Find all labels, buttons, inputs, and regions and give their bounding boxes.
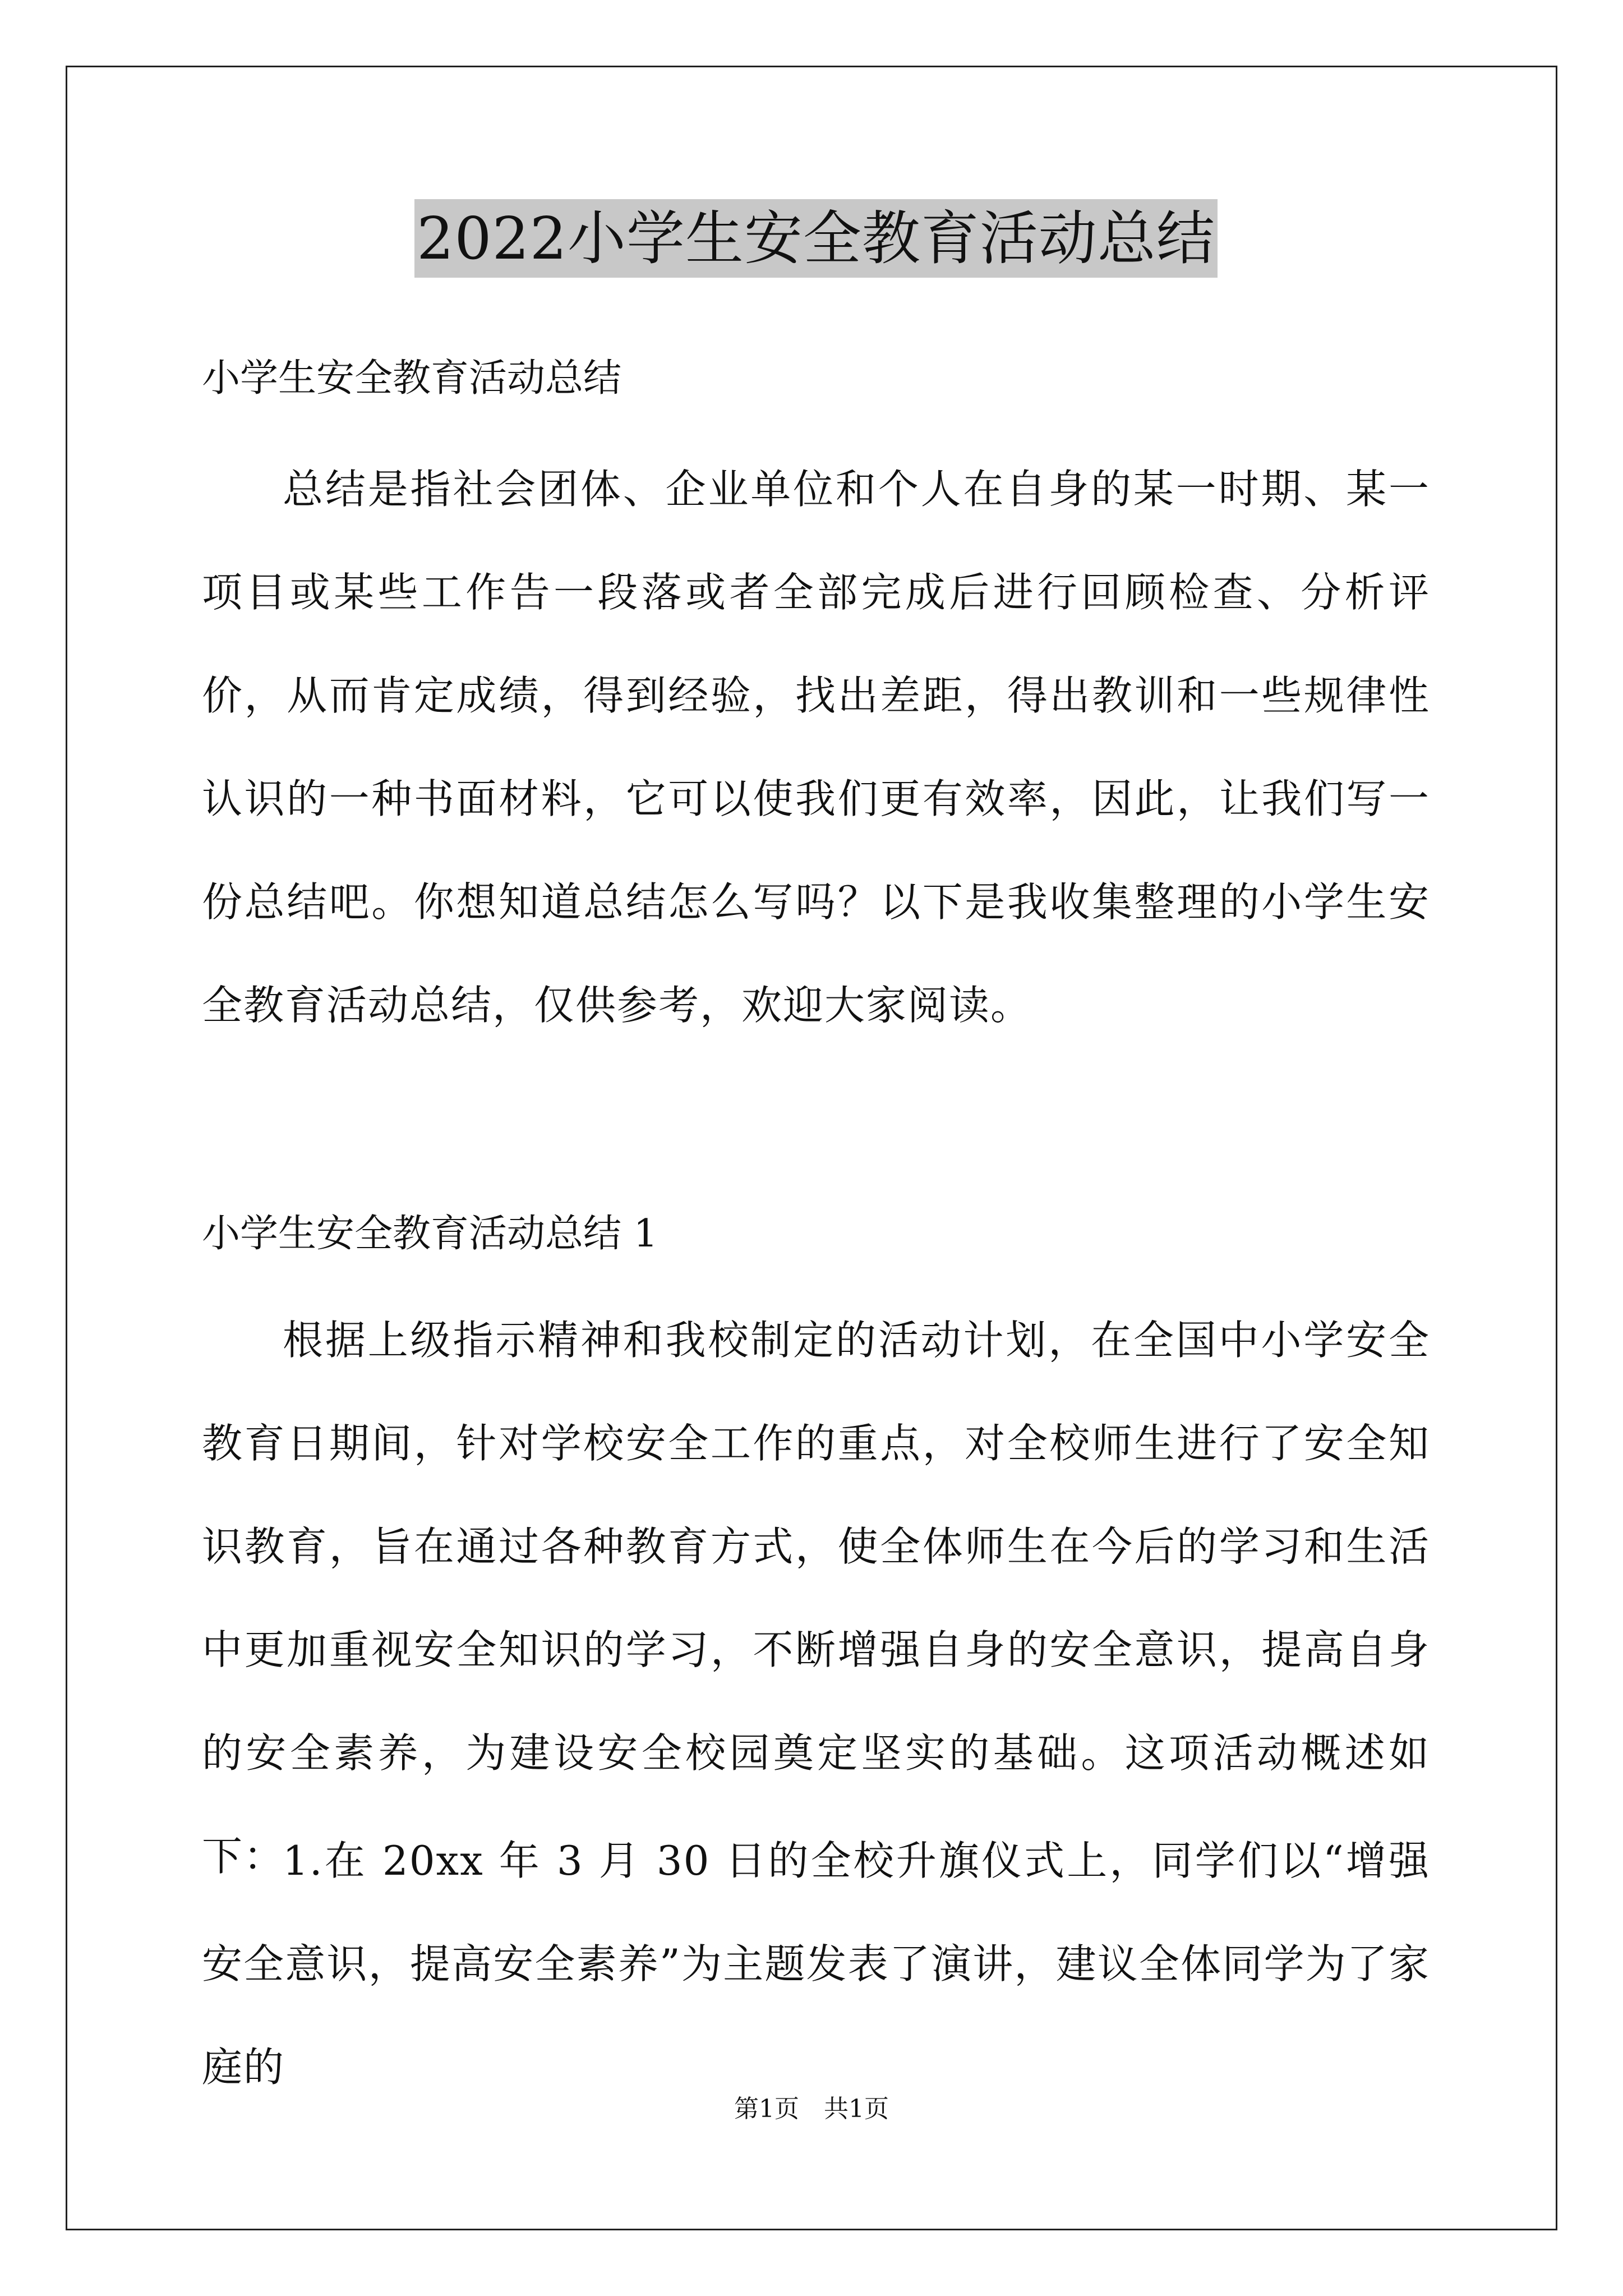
intro-paragraph: 总结是指社会团体、企业单位和个人在自身的某一时期、某一项目或某些工作告一段落或者全部完成后进行回顾检查、分析评价，从而肯定成绩，得到经验，找出差距，得出教训和一些规律性认识的一种书面材料，它可以使我们更有效率，因此，让我们写一份总结吧。你想知道总结怎么写吗？以下是我收集整理的小学生安全教育活动总结，仅供参考，欢迎大家阅读。 <box>202 466 1430 1029</box>
title-container <box>202 199 1430 278</box>
document-title: 2022小学生安全教育活动总结 <box>414 199 1218 278</box>
section-heading: 小学生安全教育活动总结 1 <box>202 1212 658 1256</box>
page-number-footer: 第1页 共1页 <box>734 2095 889 2123</box>
list-item-paragraph: 1.在 20xx 年 3 月 30 日的全校升旗仪式上，同学们以“增强安全意识，提高安全素养”为主题发表了演讲，建议全体同学为了家庭的 <box>202 1837 1430 2091</box>
section-paragraph: 根据上级指示精神和我校制定的活动计划，在全国中小学安全教育日期间，针对学校安全工作的重点，对全校师生进行了安全知识教育，旨在通过各种教育方式，使全体师生在今后的学习和生活中更加重视安全知识的学习，不断增强自身的安全意识，提高自身的安全素养，为建设安全校园奠定坚实的基础。这项活动概述如下： <box>202 1317 1430 1880</box>
document-subtitle: 小学生安全教育活动总结 <box>202 356 622 401</box>
